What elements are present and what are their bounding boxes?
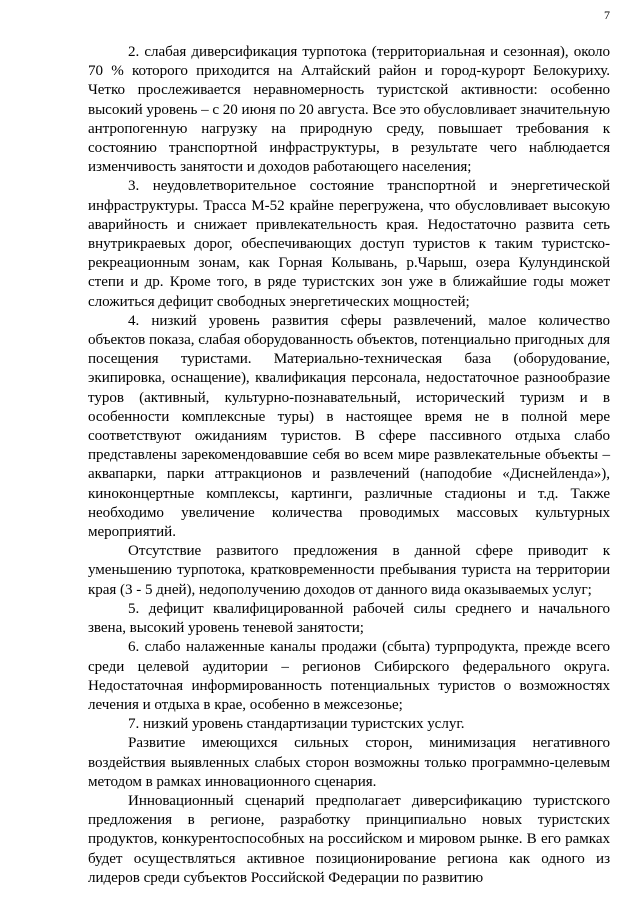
paragraph-innovation-scenario: Инновационный сценарий предполагает диверсификацию туристского предложения в регионе, разработку принципиально новых туристских продуктов, конкурентоспособных на российском и мировом рынке. В его рамках будет осуществляться активное позиционирование региона как одного из лидеров среди субъектов Российской Федерации по развитию bbox=[88, 792, 610, 886]
paragraph-development-method: Развитие имеющихся сильных сторон, минимизация негативного воздействия выявленных слабых сторон возможны только программно-целевым методом в рамках инновационного сценария. bbox=[88, 735, 610, 790]
paragraph-weakness-3: 3. неудовлетворительное состояние транспортной и энергетической инфраструктуры. Трасса М-52 крайне перегружена, что обусловливает высокую аварийность и снижает привлекательность края. Недостаточно развита сеть внутрикраевых дорог, обеспечивающих доступ туристов к таким туристско-рекреационным зонам, как Горная Колывань, р.Чарыш, озера Кулундинской степи и др. Кроме того, в ряде туристских зон уже в ближайшие годы может сложиться дефицит свободных энергетических мощностей; bbox=[88, 178, 610, 310]
paragraph-weakness-7: 7. низкий уровень стандартизации туристских услуг. bbox=[128, 716, 465, 733]
document-body bbox=[88, 43, 610, 888]
paragraph-weakness-4: 4. низкий уровень развития сферы развлечений, малое количество объектов показа, слабая оборудованность объектов, потенциально пригодных для посещения туристами. Материально-техническая база (оборудование, экипировка, оснащение), квалификация персонала, недостаточное разнообразие туров (активный, культурно-познавательный, исторический туризм и в особенности комплексные туры) в настоящее время не в полной мере соответствуют ожиданиям туристов. В сфере пассивного отдыха слабо представлены зарекомендовавшие себя во всем мире развлекательные объекты – аквапарки, парки аттракционов и развлечений (наподобие «Диснейленда»), киноконцертные комплексы, картинги, различные стадионы и т.д. Также необходимо увеличение количества проводимых массовых культурных мероприятий. bbox=[88, 312, 610, 541]
paragraph-supply-consequence: Отсутствие развитого предложения в данной сфере приводит к уменьшению турпотока, кратковременности пребывания туриста на территории края (3 - 5 дней), недополучению доходов от данного вида оказываемых услуг; bbox=[88, 543, 610, 598]
paragraph-weakness-2: 2. слабая диверсификация турпотока (территориальная и сезонная), около 70 % которого приходится на Алтайский район и город-курорт Белокуриху. Четко прослеживается неравномерность туристской активности: особенно высокий уровень – с 20 июня по 20 августа. Все это обусловливает значительную антропогенную нагрузку на природную среду, повышает требования к состоянию транспортной инфраструктуры, в результате чего наблюдается изменчивость занятости и доходов работающего населения; bbox=[88, 44, 610, 176]
paragraph-weakness-6: 6. слабо налаженные каналы продажи (сбыта) турпродукта, прежде всего среди целевой аудитории – регионов Сибирского федерального округа. Недостаточная информированность потенциальных туристов о возможностях лечения и отдыха в крае, особенно в межсезонье; bbox=[88, 639, 610, 713]
paragraph-weakness-5: 5. дефицит квалифицированной рабочей силы среднего и начального звена, высокий уровень теневой занятости; bbox=[88, 600, 610, 637]
page-number: 7 bbox=[604, 8, 610, 22]
